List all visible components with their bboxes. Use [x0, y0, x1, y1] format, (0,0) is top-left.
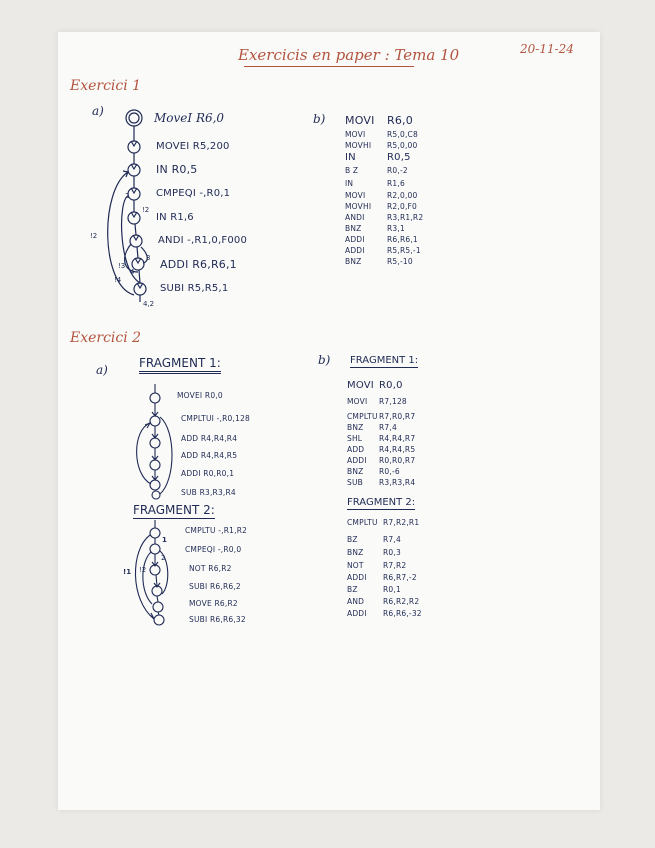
operands: R4,R4,R7	[379, 434, 416, 443]
opcode: SHL	[347, 434, 363, 443]
operands: R3,R3,R4	[379, 478, 416, 487]
ex1-node-label: ADDI R6,R6,1	[160, 258, 237, 271]
frag2-node-label: SUBI R6,R6,2	[189, 582, 241, 591]
opcode: MOVHI	[345, 202, 372, 211]
operands: R2,0,F0	[387, 202, 418, 211]
frag1-node-label: ADDI R0,R0,1	[181, 469, 235, 478]
b-fragment-2-title: FRAGMENT 2:	[347, 497, 416, 508]
opcode: BNZ	[345, 257, 362, 266]
opcode: NOT	[347, 561, 364, 570]
operands: R6,R2,R2	[383, 597, 420, 606]
operands: R7,R2,R1	[383, 518, 420, 527]
operands: R7,R0,R7	[379, 412, 416, 421]
ex2-part-b-label: b)	[318, 353, 331, 367]
ex1-node-label: CMPEQI -,R0,1	[156, 188, 231, 199]
frag1-node-label: ADD R4,R4,R4	[181, 434, 238, 443]
page-title: Exercicis en paper : Tema 10	[238, 46, 460, 64]
ex1-node-label: IN R1,6	[156, 212, 194, 223]
ex1-node-label: MoveI R6,0	[154, 111, 225, 125]
b-fragment-1-title: FRAGMENT 1:	[350, 355, 419, 366]
ex2-b-fragment-2-listing	[347, 518, 477, 628]
operands: R0,3	[383, 548, 401, 557]
operands: R2,0,00	[387, 191, 418, 200]
opcode: ANDI	[345, 213, 365, 222]
exercise-2-heading: Exercici 2	[70, 330, 142, 346]
frag1-node-label: ADD R4,R4,R5	[181, 451, 238, 460]
opcode: MOVI	[345, 191, 366, 200]
frag2-node-label: NOT R6,R2	[189, 564, 232, 573]
operands: R5,-10	[387, 257, 413, 266]
ex2-part-a-label: a)	[96, 363, 108, 377]
exercise-1-heading: Exercici 1	[70, 78, 142, 94]
frag2-edge-label: 2	[161, 554, 166, 562]
operands: R0,-2	[387, 166, 408, 175]
opcode: BNZ	[345, 224, 362, 233]
operands: R7,4	[379, 423, 397, 432]
opcode: BNZ	[347, 423, 364, 432]
ex1-node-label: SUBI R5,R5,1	[160, 283, 229, 294]
opcode: BZ	[347, 535, 358, 544]
opcode: AND	[347, 597, 365, 606]
operands: R6,R6,1	[387, 235, 418, 244]
opcode: IN	[345, 179, 354, 188]
opcode: ADDI	[345, 235, 365, 244]
operands: R7,R2	[383, 561, 407, 570]
ex1-edge-label: !2	[142, 206, 150, 214]
ex2-b-fragment-1-listing	[347, 380, 477, 490]
opcode: MOVI	[345, 130, 366, 139]
opcode: MOVHI	[345, 141, 372, 150]
frag2-node-label: SUBI R6,R6,32	[189, 615, 246, 624]
opcode: ADDI	[347, 609, 367, 618]
opcode: BNZ	[347, 548, 364, 557]
operands: R6,R7,-2	[383, 573, 417, 582]
opcode: MOVI	[345, 114, 375, 127]
ex1-edge-label: !4	[114, 276, 122, 284]
opcode: BZ	[347, 585, 358, 594]
ex1-edge-label: 4,2	[143, 300, 155, 308]
page-date: 20-11-24	[520, 42, 574, 56]
operands: R5,0,C8	[387, 130, 418, 139]
frag2-edge-label: !2	[139, 566, 147, 574]
frag2-node-label: CMPEQI -,R0,0	[185, 545, 242, 554]
operands: R5,R5,-1	[387, 246, 421, 255]
ex1-node-label: MOVEI R5,200	[156, 141, 230, 152]
ex1-node-label: IN R0,5	[156, 163, 198, 176]
ex1-edge-label: 2	[125, 192, 130, 200]
ex1-edge-label: 3	[146, 254, 151, 262]
opcode: ADD	[347, 445, 365, 454]
ex1-part-a-label: a)	[92, 104, 104, 118]
operands: R7,4	[383, 535, 401, 544]
frag1-node-label: SUB R3,R3,R4	[181, 488, 236, 497]
ex1-edge-label: 4	[130, 268, 135, 276]
operands: R6,R6,-32	[383, 609, 422, 618]
operands: R3,1	[387, 224, 405, 233]
frag2-node-label: MOVE R6,R2	[189, 599, 238, 608]
opcode: MOVI	[347, 397, 368, 406]
operands: R0,5	[387, 152, 411, 163]
operands: R0,0	[379, 380, 403, 391]
operands: R4,R4,R5	[379, 445, 416, 454]
opcode: IN	[345, 152, 356, 163]
opcode: B Z	[345, 166, 359, 175]
frag2-edge-label: 1	[162, 536, 167, 544]
ex1-edge-label: !2	[90, 232, 98, 240]
fragment-1-title: FRAGMENT 1:	[139, 356, 221, 374]
fragment-2-title: FRAGMENT 2:	[133, 503, 215, 517]
frag2-node-label: CMPLTU -,R1,R2	[185, 526, 248, 535]
ex1-node-label: ANDI -,R1,0,F000	[158, 235, 248, 246]
ex1-edge-label: !3	[118, 262, 126, 270]
opcode: ADDI	[345, 246, 365, 255]
operands: R3,R1,R2	[387, 213, 424, 222]
operands: R0,1	[383, 585, 401, 594]
frag2-edge-label: !1	[123, 568, 132, 576]
opcode: SUB	[347, 478, 363, 487]
ex1-part-b-label: b)	[313, 112, 326, 126]
frag1-node-label: MOVEI R0,0	[177, 391, 223, 400]
operands: R0,R0,R7	[379, 456, 416, 465]
opcode: ADDI	[347, 456, 367, 465]
operands: R0,-6	[379, 467, 400, 476]
frag1-node-label: CMPLTUI -,R0,128	[181, 414, 251, 423]
opcode: CMPLTU	[347, 412, 378, 421]
opcode: BNZ	[347, 467, 364, 476]
opcode: ADDI	[347, 573, 367, 582]
operands: R7,128	[379, 397, 407, 406]
opcode: CMPLTU	[347, 518, 378, 527]
operands: R1,6	[387, 179, 405, 188]
operands: R6,0	[387, 114, 413, 127]
opcode: MOVI	[347, 380, 374, 391]
operands: R5,0,00	[387, 141, 418, 150]
